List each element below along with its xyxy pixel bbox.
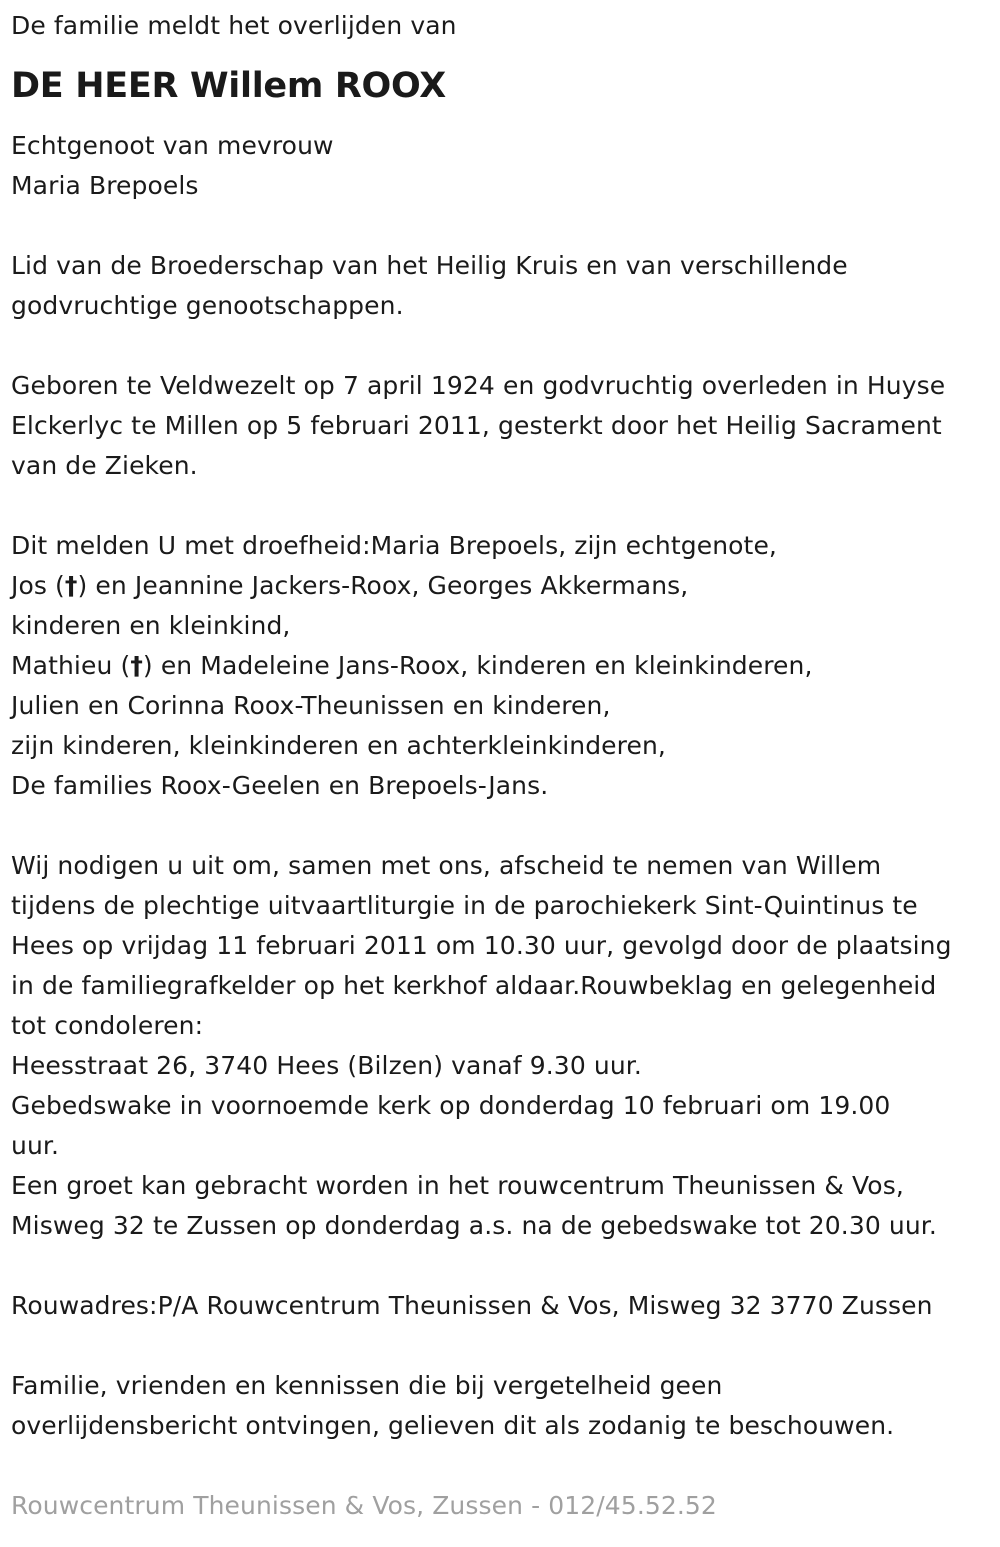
spouse-line-2: Maria Brepoels (11, 171, 199, 200)
funeral-line-4: in de familiegrafkelder op het kerkhof aldaar.Rouwbeklag en gelegenheid (11, 971, 937, 1000)
mourners-line-3: kinderen en kleinkind, (11, 611, 291, 640)
mourners-line-6: zijn kinderen, kleinkinderen en achterkleinkinderen, (11, 731, 666, 760)
spacer (11, 326, 991, 366)
spacer (11, 206, 991, 246)
funeral-line-9: Een groet kan gebracht worden in het rouwcentrum Theunissen & Vos, (11, 1171, 904, 1200)
mourners-text: ) en Madeleine Jans-Roox, kinderen en kleinkinderen, (142, 651, 813, 680)
membership-line-2: godvruchtige genootschappen. (11, 291, 404, 320)
deceased-name-heading: DE HEER Willem ROOX (11, 66, 446, 106)
spacer (11, 1246, 991, 1286)
mourners-text: ) en Jeannine Jackers-Roox, Georges Akkermans, (77, 571, 689, 600)
funeral-line-1: Wij nodigen u uit om, samen met ons, afscheid te nemen van Willem (11, 851, 882, 880)
mourners-text: Mathieu ( (11, 651, 131, 680)
funeral-line-5: tot condoleren: (11, 1011, 204, 1040)
spacer (11, 1326, 991, 1366)
funeral-line-3: Hees op vrijdag 11 februari 2011 om 10.30 uur, gevolgd door de plaatsing (11, 931, 952, 960)
mourning-address: Rouwadres:P/A Rouwcentrum Theunissen & Vos, Misweg 32 3770 Zussen (11, 1291, 933, 1320)
funeral-line-2: tijdens de plechtige uitvaartliturgie in de parochiekerk Sint-Quintinus te (11, 891, 918, 920)
mourners-text: Jos ( (11, 571, 65, 600)
spacer (11, 806, 991, 846)
intro-text: De familie meldt het overlijden van (11, 11, 457, 40)
closing-line-2: overlijdensbericht ontvingen, gelieven dit als zodanig te beschouwen. (11, 1411, 895, 1440)
cross-icon: † (130, 651, 143, 680)
birth-death-line-3: van de Zieken. (11, 451, 198, 480)
footer-funeral-home: Rouwcentrum Theunissen & Vos, Zussen - 012/45.52.52 (11, 1491, 717, 1520)
funeral-line-8: uur. (11, 1131, 60, 1160)
spacer (11, 486, 991, 526)
birth-death-line-1: Geboren te Veldwezelt op 7 april 1924 en godvruchtig overleden in Huyse (11, 371, 946, 400)
mourners-line-2 (11, 566, 991, 606)
mourners-line-1: Dit melden U met droefheid:Maria Brepoels, zijn echtgenote, (11, 531, 777, 560)
mourners-line-5: Julien en Corinna Roox-Theunissen en kinderen, (11, 691, 611, 720)
spouse-line-1: Echtgenoot van mevrouw (11, 131, 334, 160)
cross-icon: † (64, 571, 78, 600)
membership-line-1: Lid van de Broederschap van het Heilig Kruis en van verschillende (11, 251, 848, 280)
obituary-document (11, 6, 991, 1526)
funeral-line-6: Heesstraat 26, 3740 Hees (Bilzen) vanaf 9.30 uur. (11, 1051, 642, 1080)
closing-line-1: Familie, vrienden en kennissen die bij vergetelheid geen (11, 1371, 723, 1400)
funeral-line-7: Gebedswake in voornoemde kerk op donderdag 10 februari om 19.00 (11, 1091, 891, 1120)
birth-death-line-2: Elckerlyc te Millen op 5 februari 2011, gesterkt door het Heilig Sacrament (11, 411, 942, 440)
mourners-line-4 (11, 646, 991, 686)
funeral-line-10: Misweg 32 te Zussen op donderdag a.s. na de gebedswake tot 20.30 uur. (11, 1211, 937, 1240)
spacer (11, 1446, 991, 1486)
mourners-line-7: De families Roox-Geelen en Brepoels-Jans. (11, 771, 549, 800)
